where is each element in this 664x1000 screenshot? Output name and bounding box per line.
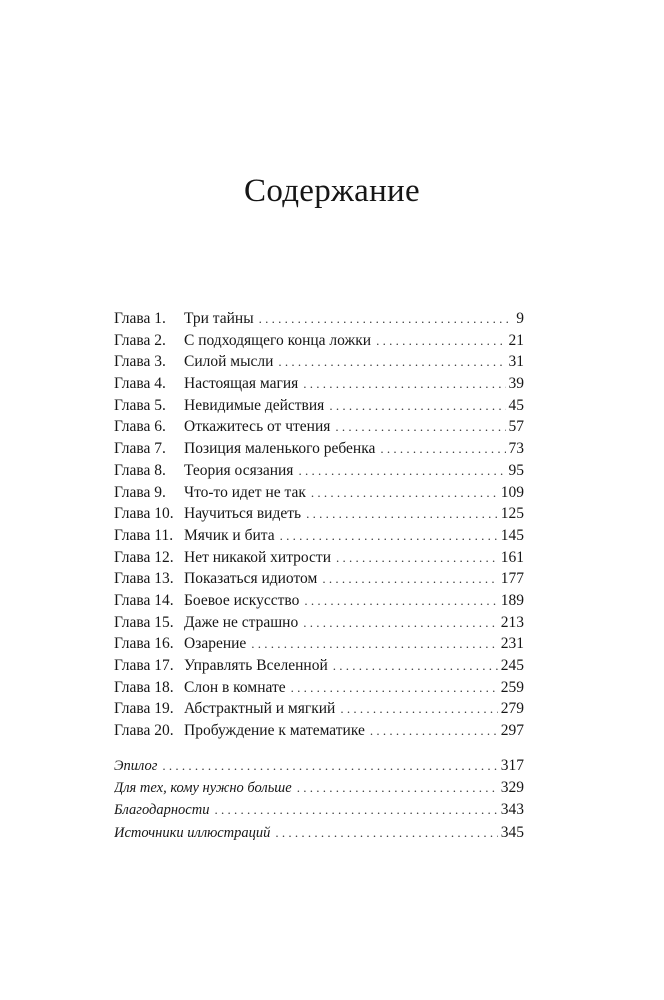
page-number: 189 <box>500 591 524 609</box>
page-number: 145 <box>500 526 524 544</box>
toc-chapter-entry <box>114 679 524 701</box>
page-number: 73 <box>508 440 524 458</box>
page-number: 245 <box>500 657 524 674</box>
toc-back-matter-entry <box>114 801 524 823</box>
chapter-number: Глава 4. <box>114 375 166 393</box>
chapter-number: Глава 20. <box>114 722 174 740</box>
page-number: 329 <box>500 779 524 797</box>
toc-chapter-entry <box>114 614 524 636</box>
page-number: 177 <box>500 570 524 588</box>
dot-leader <box>251 636 497 652</box>
chapter-list <box>114 310 524 744</box>
toc-chapter-entry <box>114 527 524 549</box>
section-title: Для тех, кому нужно больше <box>114 780 292 797</box>
dot-leader <box>380 441 505 457</box>
chapter-title: Боевое искусство <box>184 591 300 609</box>
page-number: 317 <box>500 756 524 774</box>
chapter-number: Глава 17. <box>114 657 174 674</box>
page-title: Содержание <box>244 173 420 209</box>
chapter-number: Глава 11. <box>114 526 174 544</box>
chapter-title: Слон в комнате <box>184 678 286 696</box>
chapter-number: Глава 8. <box>114 461 166 479</box>
chapter-title: Абстрактный и мягкий <box>184 700 336 718</box>
toc-chapter-entry <box>114 700 524 722</box>
chapter-number: Глава 6. <box>114 418 166 436</box>
chapter-number: Глава 7. <box>114 440 166 458</box>
chapter-title: Пробуждение к математике <box>184 722 365 740</box>
chapter-number: Глава 13. <box>114 570 174 588</box>
dot-leader <box>297 780 498 796</box>
dot-leader <box>214 802 497 818</box>
toc-chapter-entry <box>114 440 524 462</box>
page-number: 279 <box>500 700 524 718</box>
chapter-title: Три тайны <box>184 310 254 327</box>
chapter-title: Научиться видеть <box>184 505 302 523</box>
toc-chapter-entry <box>114 418 524 440</box>
toc-chapter-entry <box>114 310 524 332</box>
dot-leader <box>280 528 498 544</box>
toc-chapter-entry <box>114 635 524 657</box>
dot-leader <box>291 680 498 696</box>
chapter-title: Силой мысли <box>184 353 274 371</box>
chapter-title: Что-то идет не так <box>184 483 306 501</box>
dot-leader <box>303 376 505 392</box>
toc-chapter-entry <box>114 505 524 527</box>
toc-chapter-entry <box>114 353 524 375</box>
section-title: Благодарности <box>114 802 210 819</box>
chapter-title: Нет никакой хитрости <box>184 548 331 566</box>
page-number: 345 <box>500 823 524 841</box>
toc-chapter-entry <box>114 397 524 419</box>
chapter-number: Глава 1. <box>114 310 166 327</box>
chapter-number: Глава 18. <box>114 678 174 696</box>
chapter-title: Управлять Вселенной <box>184 657 328 674</box>
dot-leader <box>322 571 497 587</box>
dot-leader <box>329 398 505 414</box>
toc-back-matter-entry <box>114 779 524 801</box>
page-number: 21 <box>508 331 524 349</box>
page-number: 109 <box>500 483 524 501</box>
chapter-number: Глава 19. <box>114 700 174 718</box>
chapter-number: Глава 10. <box>114 505 174 523</box>
toc-chapter-entry <box>114 332 524 354</box>
chapter-number: Глава 16. <box>114 635 174 653</box>
toc-chapter-entry <box>114 484 524 506</box>
chapter-title: Озарение <box>184 635 247 653</box>
dot-leader <box>306 506 498 522</box>
dot-leader <box>376 333 505 349</box>
page-number: 231 <box>500 635 524 653</box>
toc-chapter-entry <box>114 549 524 571</box>
dot-leader <box>275 825 497 841</box>
table-of-contents <box>114 310 524 846</box>
dot-leader <box>278 354 505 370</box>
dot-leader <box>162 758 497 774</box>
chapter-title: Невидимые действия <box>184 396 325 414</box>
page-number: 259 <box>500 678 524 696</box>
chapter-number: Глава 5. <box>114 396 166 414</box>
toc-back-matter-entry <box>114 824 524 846</box>
toc-chapter-entry <box>114 570 524 592</box>
dot-leader <box>259 311 514 327</box>
page-number: 39 <box>508 375 524 393</box>
dot-leader <box>304 593 497 609</box>
page-number: 95 <box>508 461 524 479</box>
section-title: Источники иллюстраций <box>114 824 271 841</box>
dot-leader <box>340 701 497 717</box>
page-number: 45 <box>508 396 524 414</box>
page-number: 343 <box>500 801 524 819</box>
toc-chapter-entry <box>114 375 524 397</box>
back-matter-list <box>114 757 524 846</box>
chapter-title: Настоящая магия <box>184 375 299 393</box>
toc-chapter-entry <box>114 722 524 744</box>
chapter-title: Теория осязания <box>184 461 294 479</box>
chapter-number: Глава 14. <box>114 591 174 609</box>
chapter-title: Даже не страшно <box>184 613 299 631</box>
chapter-title: Мячик и бита <box>184 526 275 544</box>
dot-leader <box>335 419 505 435</box>
toc-chapter-entry <box>114 462 524 484</box>
toc-chapter-entry <box>114 657 524 679</box>
chapter-number: Глава 9. <box>114 483 166 501</box>
page-number: 57 <box>508 418 524 436</box>
chapter-title: Откажитесь от чтения <box>184 418 331 436</box>
page-number: 213 <box>500 613 524 631</box>
chapter-title: Позиция маленького ребенка <box>184 440 376 458</box>
page-number: 161 <box>500 548 524 566</box>
chapter-title: С подходящего конца ложки <box>184 331 372 349</box>
page-number: 125 <box>500 505 524 523</box>
section-title: Эпилог <box>114 757 158 774</box>
dot-leader <box>303 615 498 631</box>
page-number: 31 <box>508 353 524 371</box>
dot-leader <box>311 485 498 501</box>
dot-leader <box>336 550 498 566</box>
page-number: 9 <box>516 310 524 327</box>
dot-leader <box>333 658 498 674</box>
dot-leader <box>370 723 498 739</box>
page-number: 297 <box>500 722 524 740</box>
chapter-number: Глава 3. <box>114 353 166 371</box>
chapter-number: Глава 2. <box>114 331 166 349</box>
chapter-number: Глава 12. <box>114 548 174 566</box>
chapter-number: Глава 15. <box>114 613 174 631</box>
chapter-title: Показаться идиотом <box>184 570 318 588</box>
toc-back-matter-entry <box>114 757 524 779</box>
toc-chapter-entry <box>114 592 524 614</box>
dot-leader <box>298 463 505 479</box>
